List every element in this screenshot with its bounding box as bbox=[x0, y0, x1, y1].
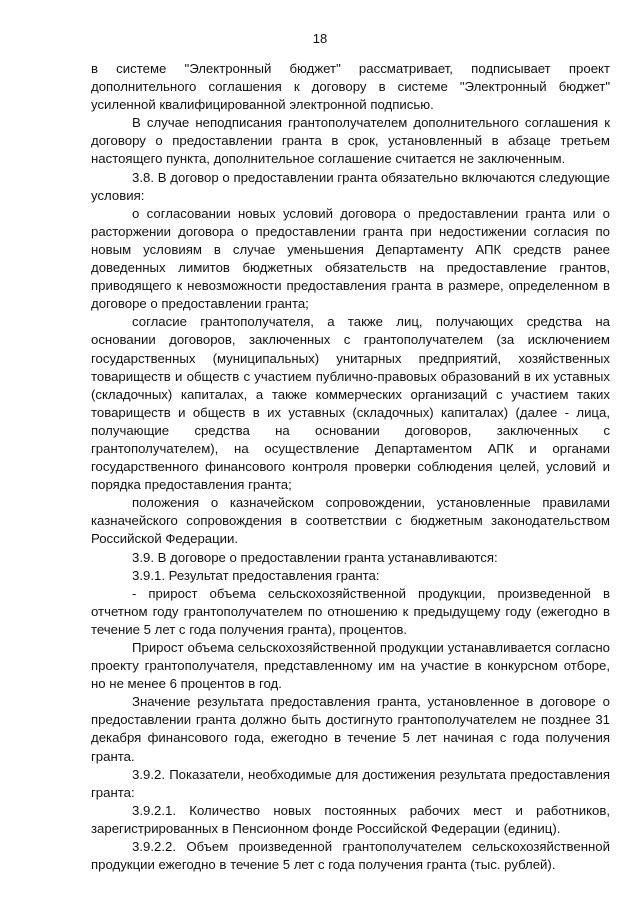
paragraph-7: 3.9. В договоре о предоставлении гранта устанавливаются: bbox=[132, 549, 498, 565]
paragraph-1: в системе "Электронный бюджет" рассматривает, подписывает проект дополнительного соглашения к договору в системе "Электронный бюджет" усиленной квалифицированной электронной подписью. bbox=[91, 61, 610, 113]
paragraph-10: Прирост объема сельскохозяйственной продукции устанавливается согласно проекту грантополучателя, представленному им на участие в конкурсном отборе, но не менее 6 процентов в год. bbox=[91, 640, 610, 692]
paragraph-14: 3.9.2.2. Объем произведенной грантополучателем сельскохозяйственной продукции ежегодно в течение 5 лет с года получения гранта (тыс. рублей). bbox=[91, 839, 610, 873]
paragraph-12: 3.9.2. Показатели, необходимые для достижения результата предоставления гранта: bbox=[91, 766, 610, 800]
paragraph-6: положения о казначейском сопровождении, установленные правилами казначейского сопровождения в соответствии с бюджетным законодательством Российской Федерации. bbox=[91, 495, 610, 547]
paragraph-11: Значение результата предоставления гранта, установленное в договоре о предоставлении гранта должно быть достигнуто грантополучателем не позднее 31 декабря финансового года, ежегодно в течение 5 лет начиная с года получения гранта. bbox=[91, 694, 610, 764]
paragraph-8: 3.9.1. Результат предоставления гранта: bbox=[132, 567, 380, 583]
paragraph-4: о согласовании новых условий договора о предоставлении гранта или о расторжении договора о предоставлении гранта при недостижении согласия по новым условиям в случае уменьшения Департаменту АПК средств ранее доведенных лимитов бюджетных обязательств на предоставление грантов, приводящего к невозможности предоставления гранта в размере, определенном в договоре о предоставлении гранта; bbox=[91, 205, 610, 312]
paragraph-3: 3.8. В договор о предоставлении гранта обязательно включаются следующие условия: bbox=[91, 169, 610, 203]
document-body bbox=[91, 60, 610, 874]
paragraph-13: 3.9.2.1. Количество новых постоянных рабочих мест и работников, зарегистрированных в Пенсионном фонде Российской Федерации (единиц). bbox=[91, 802, 610, 836]
paragraph-5: согласие грантополучателя, а также лиц, получающих средства на основании договоров, заключенных с грантополучателем (за исключением государственных (муниципальных) унитарных предприятий, хозяйственных товариществ и обществ с участием публично-правовых образований в их уставных (складочных) капиталах, а также коммерческих организаций с участием таких товариществ и обществ в их уставных (складочных) капиталах) (далее - лица, получающие средства на основании договоров, заключенных с грантополучателем), на осуществление Департаментом АПК и органами государственного финансового контроля проверки соблюдения целей, условий и порядка предоставления гранта; bbox=[91, 314, 610, 493]
page-number: 18 bbox=[312, 31, 328, 46]
paragraph-9: - прирост объема сельскохозяйственной продукции, произведенной в отчетном году грантополучателем по отношению к предыдущему году (ежегодно в течение 5 лет с года получения гранта), процентов. bbox=[91, 585, 610, 637]
paragraph-2: В случае неподписания грантополучателем дополнительного соглашения к договору о предоставлении гранта в срок, установленный в абзаце третьем настоящего пункта, дополнительное соглашение считается не заключенным. bbox=[91, 115, 610, 167]
